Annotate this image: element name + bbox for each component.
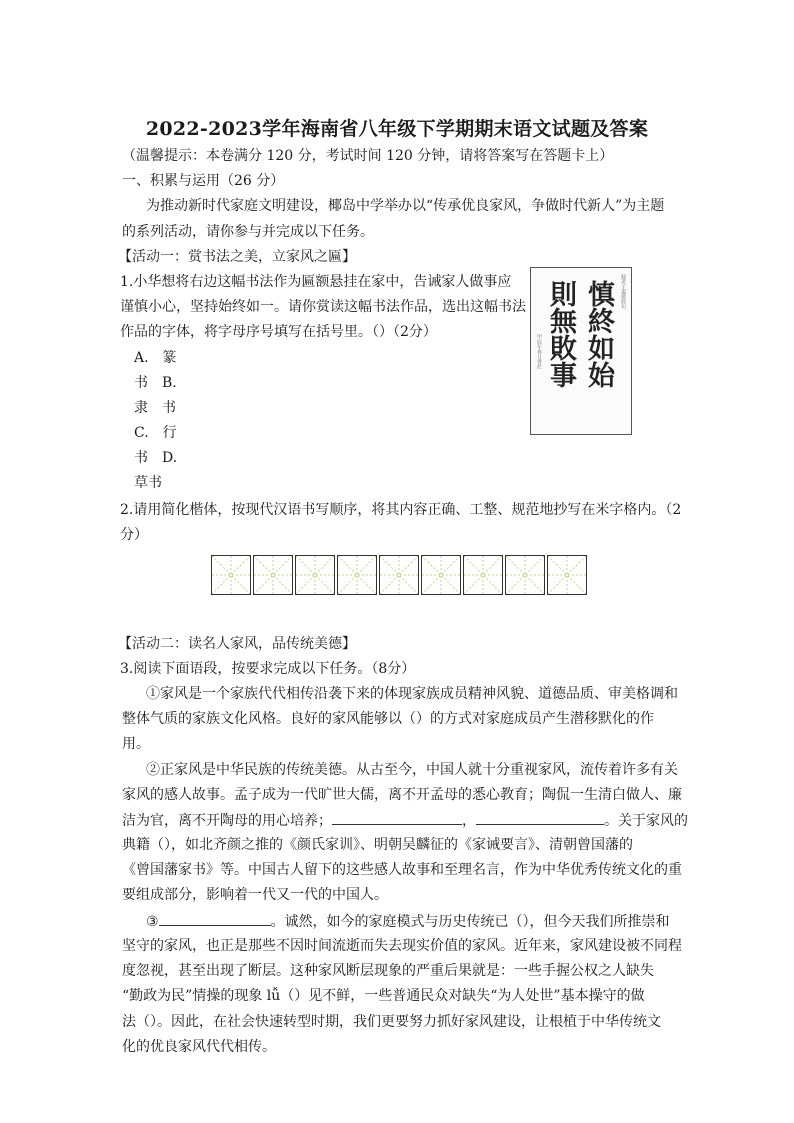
passage-text: 。诚然，如今的家庭模式与历史传统已（），但今天我们所推崇和 bbox=[270, 914, 670, 930]
mi-grid-cell[interactable] bbox=[505, 555, 545, 595]
option-line: 草书 bbox=[134, 475, 162, 491]
passage-line bbox=[146, 911, 670, 932]
page-title: 2022-2023学年海南省八年级下学期期末语文试题及答案 bbox=[145, 118, 649, 140]
question-line: 谨慎小心，坚持始终如一。请你赏读这幅书法作品，选出这幅书法 bbox=[120, 299, 526, 315]
mi-character-grid[interactable] bbox=[211, 555, 589, 595]
section-heading: 一、积累与运用（26 分） bbox=[122, 173, 285, 189]
question-line: 1.小华想将右边这幅书法作为匾额悬挂在家中，告诫家人做事应 bbox=[120, 274, 512, 290]
passage-line: 用。 bbox=[122, 736, 150, 752]
passage-line: 典籍（），如北齐颜之推的《颜氏家训》、明朝吴麟征的《家诫要言》、清朝曾国藩的 bbox=[122, 837, 633, 853]
passage-text: 洁为官，离不开陶母的用心培养； bbox=[122, 813, 332, 829]
option-line: A. 篆 bbox=[134, 350, 177, 366]
exam-notice: （温馨提示：本卷满分 120 分，考试时间 120 分钟，请将答案写在答题卡上） bbox=[122, 148, 614, 164]
passage-text: ， bbox=[462, 813, 476, 829]
activity-heading: 【活动一：赏书法之美，立家风之匾】 bbox=[118, 249, 356, 265]
passage-line: ②正家风是中华民族的传统美德。从古至今，中国人就十分重视家风，流传着许多有关 bbox=[146, 762, 678, 778]
mi-grid-cell[interactable] bbox=[547, 555, 587, 595]
question-line: 3.阅读下面语段，按要求完成以下任务。（8分） bbox=[120, 661, 416, 677]
question-line: 分） bbox=[120, 527, 148, 543]
calligraphy-image bbox=[530, 267, 632, 435]
calligraphy-column-right: 慎終如始 bbox=[583, 280, 614, 388]
intro-line: 的系列活动，请你参与并完成以下任务。 bbox=[122, 224, 374, 240]
passage-text: 。关于家风的 bbox=[604, 813, 688, 829]
option-line: 书 D. bbox=[134, 450, 178, 466]
mi-grid-cell[interactable] bbox=[337, 555, 377, 595]
passage-line: 要组成部分，影响着一代又一代的中国人。 bbox=[122, 887, 388, 903]
calligraphy-signature: 甲辰年春日書於 bbox=[536, 334, 542, 369]
passage-text: ③ bbox=[146, 914, 159, 930]
answer-blank[interactable] bbox=[159, 911, 271, 926]
passage-line: 法（）。因此，在社会快速转型时期，我们更要努力抓好家风建设，让根植于中华传统文 bbox=[122, 1014, 661, 1030]
mi-grid-cell[interactable] bbox=[295, 555, 335, 595]
passage-line: 整体气质的家族文化风格。良好的家风能够以（）的方式对家庭成员产生潜移默化的作 bbox=[122, 711, 654, 727]
passage-line: “勤政为民”情操的现象 lǚ（）见不鲜，一些普通民众对缺失“为人处世”基本操守的做 bbox=[122, 988, 645, 1004]
mi-grid-cell[interactable] bbox=[463, 555, 503, 595]
passage-line bbox=[122, 810, 688, 831]
passage-line: 家风的感人故事。孟子成为一代旷世大儒，离不开孟母的悉心教育；陶侃一生清白做人、廉 bbox=[122, 787, 682, 803]
passage-line: 坚守的家风，也正是那些不因时间流逝而失去现实价值的家风。近年来，家风建设被不同程 bbox=[122, 938, 682, 954]
calligraphy-column-left: 則無敗事 bbox=[545, 280, 576, 388]
passage-line: 度忽视，甚至出现了断层。这种家风断层现象的严重后果就是：一些手握公权之人缺失 bbox=[122, 963, 654, 979]
passage-line: 化的优良家风代代相传。 bbox=[122, 1039, 276, 1055]
mi-grid-cell[interactable] bbox=[211, 555, 251, 595]
question-line: 2.请用简化楷体，按现代汉语书写顺序，将其内容正确、工整、规范地抄写在米字格内。（2 bbox=[120, 502, 682, 518]
mi-grid-cell[interactable] bbox=[253, 555, 293, 595]
answer-blank[interactable] bbox=[476, 810, 604, 825]
mi-grid-cell[interactable] bbox=[421, 555, 461, 595]
option-line: 隶 书 bbox=[134, 400, 176, 416]
calligraphy-inscription: 録老子道德經句 bbox=[620, 274, 626, 309]
option-line: C. 行 bbox=[134, 425, 177, 441]
answer-blank[interactable] bbox=[332, 810, 462, 825]
passage-line: ①家风是一个家族代代相传沿袭下来的体现家族成员精神风貌、道德品质、审美格调和 bbox=[146, 686, 678, 702]
passage-line: 《曾国藩家书》等。中国古人留下的这些感人故事和至理名言，作为中华优秀传统文化的重 bbox=[122, 862, 682, 878]
activity-heading: 【活动二：读名人家风，品传统美德】 bbox=[118, 636, 356, 652]
question-line: 作品的字体，将字母序号填写在括号里。（）（2分） bbox=[120, 324, 437, 340]
mi-grid-cell[interactable] bbox=[379, 555, 419, 595]
intro-line: 为推动新时代家庭文明建设，椰岛中学举办以“传承优良家风，争做时代新人”为主题 bbox=[146, 198, 665, 214]
option-line: 书 B. bbox=[134, 375, 177, 391]
